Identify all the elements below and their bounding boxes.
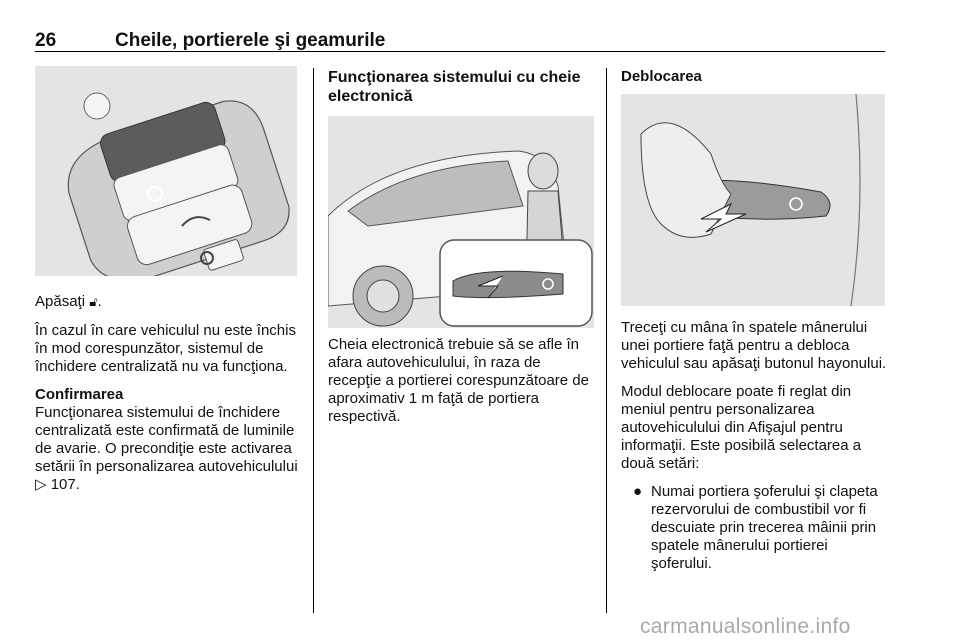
bullet-marker: ● [633,483,643,500]
press-instruction: Apăsaţi 🔓︎. [35,293,102,310]
unlock-icon: 🔓︎ [89,295,98,310]
list-item [621,483,891,573]
bullet-text: Numai portiera şoferului şi clapeta rezervorului de combustibil vor fi descuiate prin trecerea mâinii prin spatele mânerului portierei şoferului. [651,483,878,572]
confirm-heading: Confirmarea [35,386,124,403]
column-divider-2 [606,68,607,613]
column-2-heading-wrap [328,68,598,106]
car-keyless-illustration [328,116,594,328]
door-handle-illustration [621,94,885,306]
page-reference-icon: ▷ [35,476,47,493]
page-number: 26 [35,30,57,51]
column-2-text [328,336,598,436]
column-3-heading-wrap [621,68,891,86]
header-divider [35,51,885,52]
page-header [35,30,885,52]
keyless-body: Cheia electronică trebuie să se afle în afara autovehiculului, în raza de recepţie a portierei corespunzătoare de aproximativ 1 m faţă de portiera respectivă. [328,336,589,425]
column-1-text [35,293,303,504]
watermark: carmanualsonline.info [640,615,851,638]
confirm-body: Funcţionarea sistemului de închidere centralizată este confirmată de luminile de avarie. O precondiţie este activarea setării în personalizarea autovehiculului ▷ 107. [35,404,298,493]
unlock-heading: Deblocarea [621,68,702,85]
column-3-text [621,319,891,573]
keyless-heading: Funcţionarea sistemului cu cheie electronică [328,69,581,105]
unlock-para-1: Treceţi cu mâna în spatele mânerului unei portiere faţă pentru a debloca vehiculul sau apăsaţi butonul hayonului. [621,319,887,372]
column-divider-1 [313,68,314,613]
key-fob-illustration [35,66,297,276]
unlock-para-2: Modul deblocare poate fi reglat din meniul pentru personalizarea autovehiculului din Afişajul pentru informaţii. Este posibilă selectarea a două setări: [621,383,862,472]
chapter-title: Cheile, portierele şi geamurile [115,30,386,51]
not-locked-paragraph: În cazul în care vehiculul nu este închis în mod corespunzător, sistemul de închidere centralizată nu va funcţiona. [35,322,296,375]
